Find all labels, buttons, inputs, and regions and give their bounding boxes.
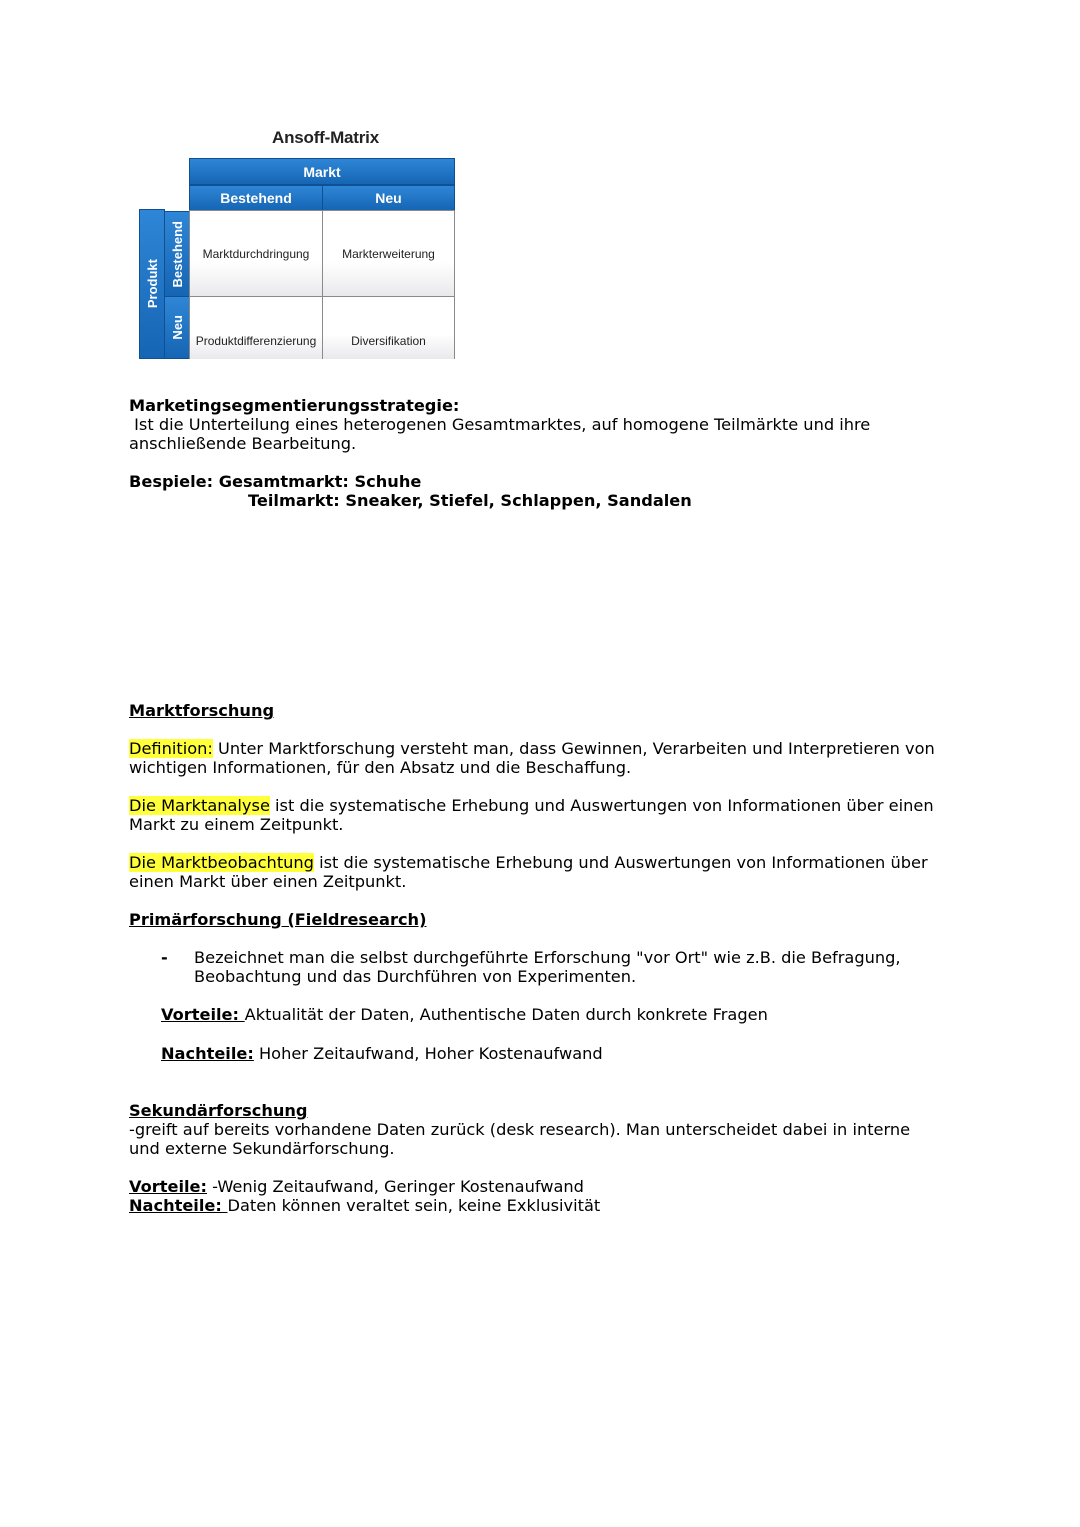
- marktbeobachtung-line1: [129, 853, 928, 873]
- matrix-title: Ansoff-Matrix: [272, 128, 379, 147]
- marktanalyse-line1: [129, 796, 934, 816]
- marktanalyse-label: Die Marktanalyse: [129, 796, 270, 815]
- segmentierung-line2: anschließende Bearbeitung.: [129, 434, 357, 453]
- primaer-nachteile: [161, 1044, 603, 1064]
- definition-text: Unter Marktforschung versteht man, dass Gewinnen, Verarbeiten und Interpretieren von: [212, 739, 935, 758]
- primaer-vorteile: [161, 1005, 768, 1025]
- primaer-line2: Beobachtung und das Durchführen von Experimenten.: [194, 967, 637, 986]
- matrix-cell-label: Produktdifferenzierung: [195, 334, 317, 348]
- primaer-vorteile-text: Aktualität der Daten, Authentische Daten durch konkrete Fragen: [244, 1005, 768, 1024]
- matrix-markt-header: [189, 158, 455, 185]
- primaer-vorteile-label: Vorteile:: [161, 1005, 245, 1024]
- matrix-cell-produktdifferenzierung: [189, 296, 323, 359]
- marktanalyse-text: ist die systematische Erhebung und Auswertungen von Informationen über einen: [269, 796, 934, 815]
- primaer-bullet: -: [161, 948, 168, 967]
- matrix-cell-label: Marktdurchdringung: [202, 246, 310, 261]
- marktbeobachtung-line2: einen Markt über einen Zeitpunkt.: [129, 872, 407, 891]
- primaer-heading: Primärforschung (Fieldresearch): [129, 910, 427, 929]
- matrix-row-bestehend: [164, 211, 190, 297]
- beispiele-line2: Teilmarkt: Sneaker, Stiefel, Schlappen, Sandalen: [248, 491, 692, 510]
- definition-line2: wichtigen Informationen, für den Absatz und die Beschaffung.: [129, 758, 632, 777]
- sekundaer-nachteile-text: Daten können veraltet sein, keine Exklusivität: [227, 1196, 601, 1215]
- definition-label: Definition:: [129, 739, 213, 758]
- primaer-nachteile-text: Hoher Zeitaufwand, Hoher Kostenaufwand: [253, 1044, 603, 1063]
- beispiele-line1: Bespiele: Gesamtmarkt: Schuhe: [129, 472, 422, 491]
- matrix-produkt-header: [139, 209, 165, 359]
- matrix-col-bestehend-label: Bestehend: [220, 190, 292, 206]
- matrix-col-bestehend: [189, 185, 323, 211]
- matrix-cell-diversifikation: [322, 296, 455, 359]
- matrix-row-bestehend-label: Bestehend: [169, 220, 185, 288]
- sekundaer-heading: Sekundärforschung: [129, 1101, 308, 1120]
- matrix-cell-marktdurchdringung: [189, 210, 323, 297]
- matrix-row-neu: [164, 296, 190, 359]
- marktanalyse-line2: Markt zu einem Zeitpunkt.: [129, 815, 344, 834]
- matrix-cell-markterweiterung: [322, 210, 455, 297]
- matrix-row-neu-label: Neu: [169, 315, 185, 340]
- sekundaer-nachteile: [129, 1196, 600, 1216]
- segmentierung-line1: Ist die Unterteilung eines heterogenen Gesamtmarktes, auf homogene Teilmärkte und ihre: [129, 415, 871, 434]
- segmentierung-heading: Marketingsegmentierungsstrategie:: [129, 396, 460, 415]
- matrix-col-neu-label: Neu: [375, 190, 402, 206]
- sekundaer-vorteile: [129, 1177, 584, 1197]
- marktbeobachtung-label: Die Marktbeobachtung: [129, 853, 314, 872]
- sekundaer-nachteile-label: Nachteile:: [129, 1196, 228, 1215]
- marktforschung-heading: Marktforschung: [129, 701, 275, 720]
- primaer-line1: Bezeichnet man die selbst durchgeführte Erforschung "vor Ort" wie z.B. die Befragung,: [194, 948, 901, 967]
- marktbeobachtung-text: ist die systematische Erhebung und Auswertungen von Informationen über: [313, 853, 928, 872]
- sekundaer-line2: und externe Sekundärforschung.: [129, 1139, 395, 1158]
- matrix-produkt-label: Produkt: [144, 259, 160, 309]
- matrix-cell-label: Markterweiterung: [342, 246, 435, 261]
- sekundaer-vorteile-label: Vorteile:: [129, 1177, 208, 1196]
- primaer-nachteile-label: Nachteile:: [161, 1044, 254, 1063]
- sekundaer-vorteile-text: -Wenig Zeitaufwand, Geringer Kostenaufwand: [207, 1177, 584, 1196]
- matrix-cell-label: Diversifikation: [351, 334, 426, 348]
- matrix-markt-label: Markt: [303, 163, 341, 180]
- sekundaer-line1: -greift auf bereits vorhandene Daten zurück (desk research). Man unterscheidet dabei in interne: [129, 1120, 911, 1139]
- definition-line1: [129, 739, 935, 759]
- matrix-col-neu: [322, 185, 455, 211]
